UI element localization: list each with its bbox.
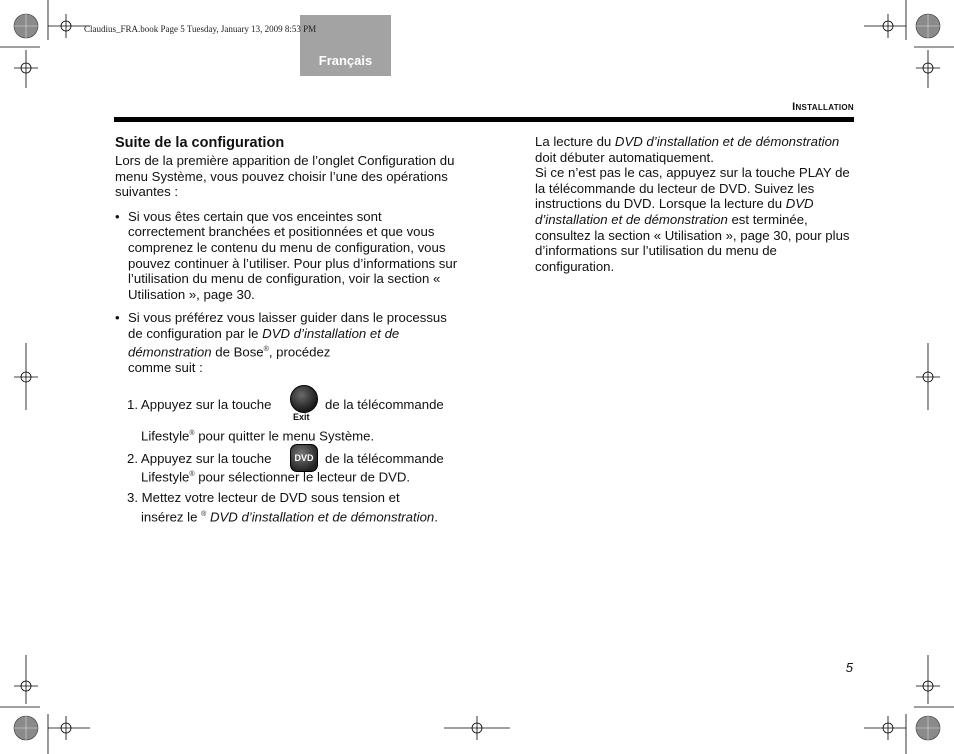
step-1-line1-end: de la télécommande: [325, 397, 444, 412]
emphasis-text: DVD d’installation et de démonstration: [535, 196, 814, 227]
registered-mark: ®: [263, 345, 269, 353]
exit-button-label: Exit: [293, 412, 310, 422]
bullet-item: [115, 310, 460, 375]
dvd-button-icon: DVD: [290, 444, 318, 472]
step-1-line2: [141, 426, 374, 444]
step-text: .: [434, 509, 438, 525]
header-rule: [114, 117, 854, 122]
left-column: [115, 153, 460, 375]
step-1-line1: 1. Appuyez sur la touche: [127, 397, 272, 412]
step-text: pour quitter le menu Système.: [194, 428, 375, 444]
bullet-text: Si vous êtes certain que vos enceintes sont correctement branchées et positionnées et que vous comprenez le contenu du menu de configuration, vous pouvez continuer à l’utiliser. Pour plus d’informations sur l’utilisation du menu de configuration, voir la section « Utilisation », page 30.: [128, 208, 458, 302]
exit-button-icon: [290, 385, 318, 413]
bullet-text: de Bose: [211, 343, 264, 359]
registered-mark: ®: [189, 430, 195, 437]
step-3-line1: 3. Mettez votre lecteur de DVD sous tension et: [127, 490, 400, 505]
bullet-text: Si vous préférez vous laisser guider dans le processus de configuration par le: [128, 310, 447, 341]
step-text: pour sélectionner le lecteur de DVD.: [194, 469, 411, 485]
section-title: Installation: [792, 101, 854, 113]
paragraph-text: est terminée, consultez la section « Utilisation », page 30, pour plus d’informations sur l’utilisation du menu de configuration.: [535, 211, 850, 274]
paragraph-text: La lecture du: [535, 134, 615, 149]
right-column: [535, 134, 855, 274]
emphasis-text: DVD d’installation et de démonstration: [614, 134, 840, 149]
step-2-line1: 2. Appuyez sur la touche: [127, 451, 272, 466]
paragraph: [535, 165, 855, 274]
step-2-line1-end: de la télécommande: [325, 451, 444, 466]
page-number: 5: [845, 660, 853, 675]
intro-paragraph: Lors de la première apparition de l’onglet Configuration du menu Système, vous pouvez choisir l’une des opérations suivantes :: [115, 153, 455, 200]
step-text: insérez le: [141, 509, 202, 525]
emphasis-text: DVD d’installation et de démonstration: [128, 325, 400, 359]
file-slug: Claudius_FRA.book Page 5 Tuesday, January 13, 2009 8:53 PM: [84, 24, 317, 34]
paragraph-text: Si ce n’est pas le cas, appuyez sur la touche PLAY de la télécommande du lecteur de DVD. Suivez les instructions du DVD. Lorsque la lecture du: [535, 165, 850, 212]
brand-name: Lifestyle: [141, 469, 190, 485]
paragraph: [535, 134, 855, 165]
bullet-text: comme suit :: [128, 359, 203, 375]
paragraph-text: doit débuter automatiquement.: [535, 149, 714, 165]
step-2-line2: [141, 467, 410, 485]
bullet-text: , procédez: [268, 343, 331, 359]
step-3-line2: [141, 507, 438, 525]
subsection-heading: Suite de la configuration: [115, 135, 285, 151]
bullet-item: [115, 209, 460, 303]
brand-name: Lifestyle: [141, 428, 190, 444]
registered-mark: ®: [189, 471, 195, 478]
registered-mark: ®: [201, 511, 207, 518]
language-tab: Français: [300, 15, 391, 76]
emphasis-text: DVD d’installation et de démonstration: [206, 509, 435, 525]
